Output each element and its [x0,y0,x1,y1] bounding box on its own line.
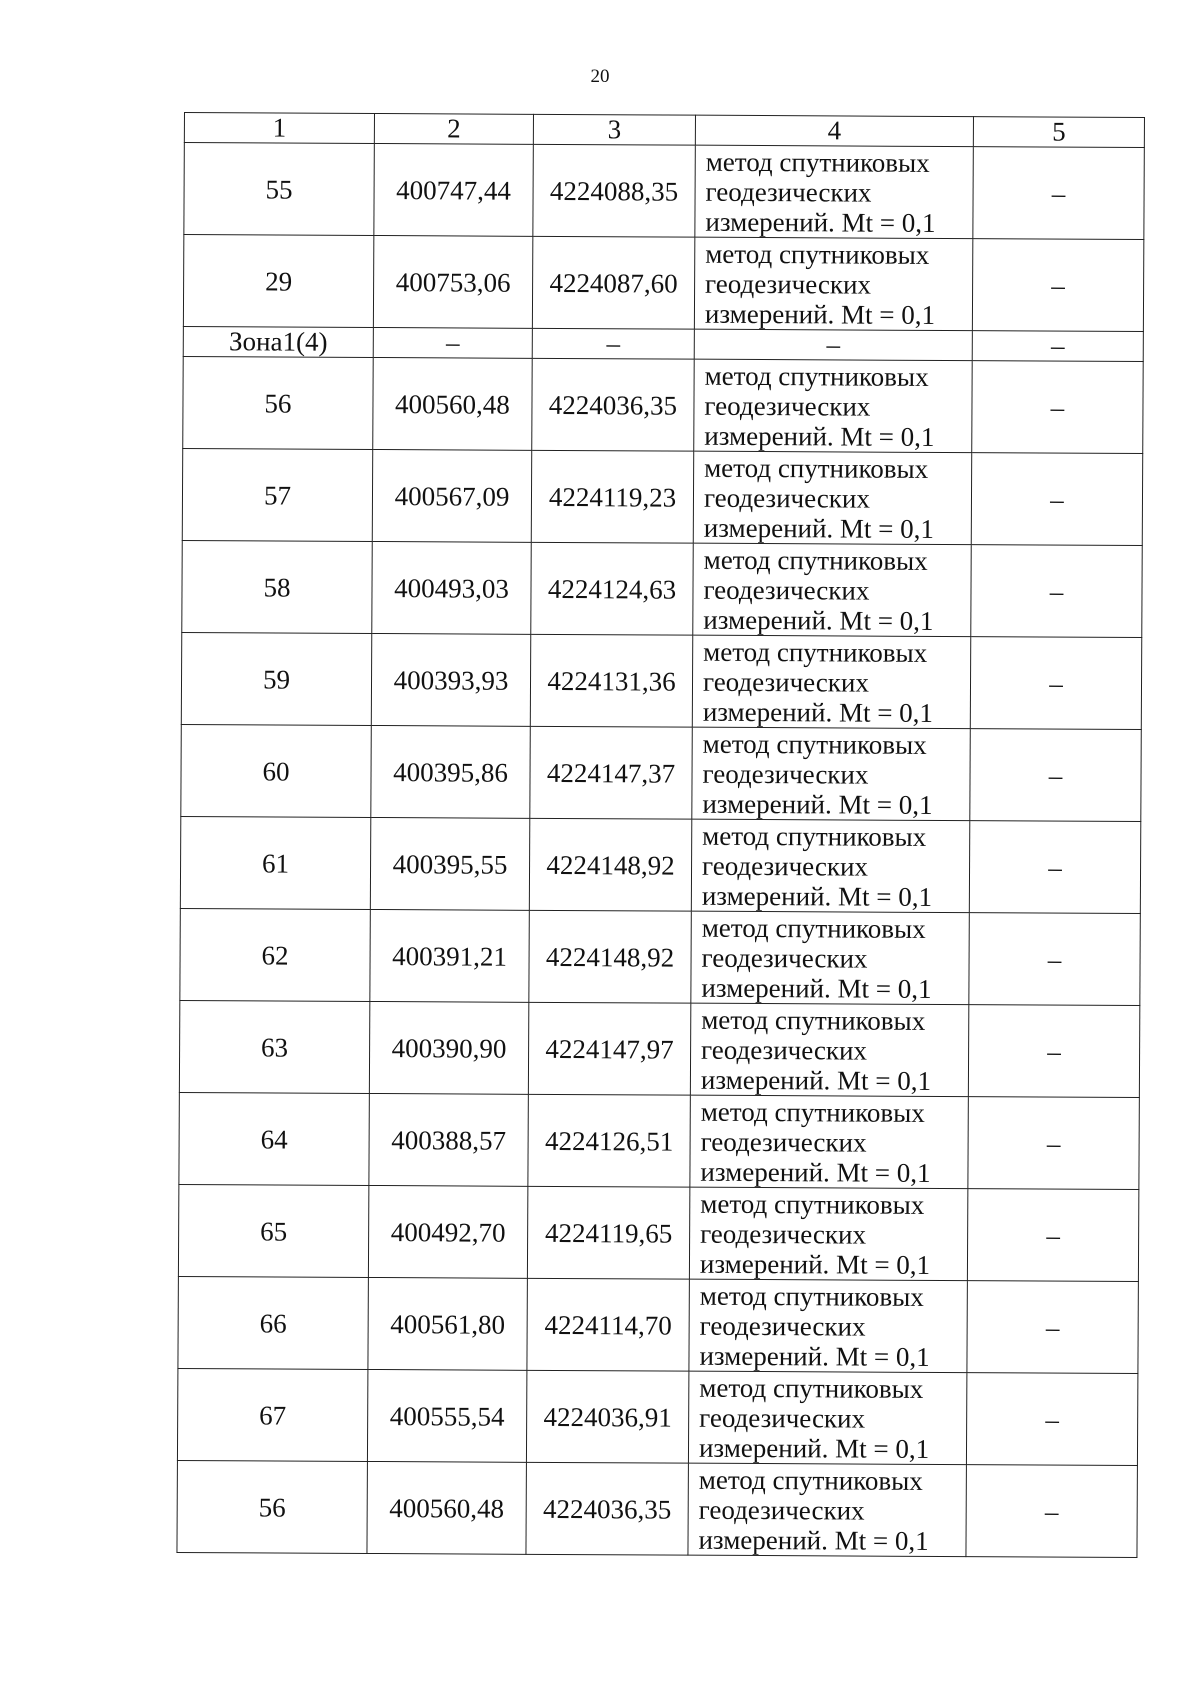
y-coordinate-cell: 4224088,35 [533,144,695,237]
method-line: геодезических [700,1126,867,1158]
header-cell: 5 [973,117,1144,148]
method-line: геодезических [699,1310,866,1342]
page-number: 20 [590,66,610,87]
method-line: геодезических [704,390,871,422]
col5-cell: – [967,1281,1138,1374]
point-number-cell: 63 [179,1000,369,1093]
col5-cell: – [972,361,1143,454]
method-cell [689,1187,967,1280]
method-line: геодезических [702,666,869,698]
coordinates-table-container [176,112,1144,1558]
method-cell [694,359,972,452]
col5-cell: – [969,821,1140,914]
method-cell [692,635,970,728]
col5-cell: – [972,331,1143,362]
y-coordinate-cell: 4224147,37 [530,726,692,819]
y-coordinate-cell: 4224131,36 [530,634,692,727]
table-row [178,1276,1138,1373]
point-number-cell: 61 [180,816,370,909]
method-line: метод спутниковых [699,1372,924,1404]
method-line: геодезических [701,850,869,882]
table-row [181,724,1141,821]
table-body [177,113,1145,1558]
y-coordinate-cell: 4224036,35 [532,358,694,451]
y-coordinate-cell: 4224036,91 [526,1370,688,1463]
col5-cell: – [968,1005,1139,1098]
method-line: измерений. Mt = 0,1 [701,880,933,912]
col5-cell: – [966,1465,1137,1558]
col5-cell: – [971,453,1142,546]
method-line: измерений. Mt = 0,1 [698,1524,929,1556]
table-row [181,632,1141,729]
method-line: геодезических [705,176,872,208]
method-line: метод спутниковых [703,636,928,668]
method-line: метод спутниковых [699,1280,924,1312]
method-line: геодезических [699,1402,866,1434]
col5-cell: – [968,1097,1139,1190]
method-cell [689,1279,967,1372]
y-coordinate-cell: 4224119,65 [527,1186,689,1279]
point-number-cell: Зона1(4) [183,326,373,357]
col5-cell: – [970,729,1141,822]
point-number-cell: 56 [183,356,373,449]
method-cell [694,329,972,360]
method-line: геодезических [705,268,872,300]
table-row [184,143,1144,240]
y-coordinate-cell: 4224087,60 [532,236,694,329]
method-cell [690,1095,968,1188]
x-coordinate-cell: 400561,80 [368,1277,527,1370]
x-coordinate-cell: 400567,09 [372,449,531,542]
col5-cell: – [971,545,1142,638]
table-row [180,816,1140,913]
method-line: геодезических [701,1034,868,1066]
x-coordinate-cell: 400395,86 [371,725,530,818]
method-line: измерений. Mt = 0,1 [699,1340,930,1372]
point-number-cell: 65 [178,1184,368,1277]
method-line: измерений. Mt = 0,1 [705,206,936,238]
method-line: метод спутниковых [705,146,930,178]
x-coordinate-cell: 400393,93 [371,633,530,726]
y-coordinate-cell: 4224148,92 [529,818,691,911]
table-row [179,1092,1139,1189]
header-cell: 3 [533,114,695,145]
point-number-cell: 55 [184,143,374,236]
table-row [177,1368,1137,1465]
method-line: измерений. Mt = 0,1 [701,972,932,1004]
method-line: метод спутниковых [701,1004,926,1036]
point-number-cell: 60 [181,724,371,817]
method-line: измерений. Mt = 0,1 [698,1432,930,1464]
method-line: геодезических [700,1218,867,1250]
method-cell [693,543,971,636]
method-cell [690,1003,968,1096]
x-coordinate-cell: 400560,48 [367,1461,526,1554]
table-row [182,448,1142,545]
y-coordinate-cell: 4224126,51 [528,1094,690,1187]
point-number-cell: 62 [180,908,370,1001]
method-cell [688,1371,966,1464]
table-row [179,1000,1139,1097]
method-line: измерений. Mt = 0,1 [703,512,935,544]
point-number-cell: 59 [181,632,371,725]
point-number-cell: 56 [177,1460,367,1553]
method-cell [694,237,972,330]
col5-cell: – [973,147,1144,240]
col5-cell: – [969,913,1140,1006]
method-line: метод спутниковых [700,1096,925,1128]
point-number-cell: 58 [182,540,372,633]
point-number-cell: 64 [179,1092,369,1185]
method-line: измерений. Mt = 0,1 [704,298,936,330]
method-line: метод спутниковых [703,544,928,576]
method-line: измерений. Mt = 0,1 [702,696,934,728]
point-number-cell: 67 [177,1368,367,1461]
col5-cell: – [967,1189,1138,1282]
method-line: геодезических [703,482,870,514]
method-line: геодезических [703,574,870,606]
col5-cell: – [970,637,1141,730]
method-line: геодезических [698,1494,865,1526]
col5-cell: – [966,1373,1137,1466]
method-line: измерений. Mt = 0,1 [700,1064,932,1096]
table-row [183,356,1143,453]
x-coordinate-cell: 400555,54 [367,1369,526,1462]
method-line: метод спутниковых [700,1188,925,1220]
y-coordinate-cell: 4224036,35 [526,1462,688,1555]
method-line: измерений. Mt = 0,1 [699,1248,931,1280]
method-line: метод спутниковых [702,728,927,760]
method-line: геодезических [702,758,869,790]
x-coordinate-cell: 400560,48 [373,357,532,450]
x-coordinate-cell: 400753,06 [373,235,532,328]
coordinates-table [176,112,1145,1558]
table-row [178,1184,1138,1281]
method-line: – [826,329,841,360]
table-row [183,235,1143,332]
x-coordinate-cell: – [373,327,532,358]
method-line: измерений. Mt = 0,1 [702,788,933,820]
y-coordinate-cell: 4224124,63 [531,542,693,635]
x-coordinate-cell: 400395,55 [370,817,529,910]
method-cell [691,819,969,912]
method-line: метод спутниковых [701,912,926,944]
x-coordinate-cell: 400390,90 [369,1001,528,1094]
method-cell [691,911,969,1004]
method-cell [695,145,973,238]
x-coordinate-cell: 400493,03 [372,541,531,634]
y-coordinate-cell: 4224114,70 [527,1278,689,1371]
method-line: метод спутниковых [704,360,929,392]
table-row [182,540,1142,637]
method-cell [688,1463,966,1556]
header-cell: 4 [695,115,973,146]
method-line: измерений. Mt = 0,1 [703,604,934,636]
x-coordinate-cell: 400388,57 [369,1093,528,1186]
x-coordinate-cell: 400747,44 [374,143,533,236]
method-cell [693,451,971,544]
table-row [177,1460,1137,1557]
method-line: измерений. Mt = 0,1 [700,1156,931,1188]
point-number-cell: 66 [178,1276,368,1369]
y-coordinate-cell: 4224148,92 [529,910,691,1003]
method-line: геодезических [701,942,868,974]
zone-row [183,326,1143,361]
header-cell: 2 [374,113,533,144]
method-line: измерений. Mt = 0,1 [704,420,935,452]
method-line: метод спутниковых [704,452,929,484]
method-cell [692,727,970,820]
y-coordinate-cell: 4224147,97 [528,1002,690,1095]
y-coordinate-cell: 4224119,23 [531,450,693,543]
method-line: метод спутниковых [702,820,927,852]
header-cell: 1 [184,113,374,144]
y-coordinate-cell: – [532,328,694,359]
method-line: метод спутниковых [705,238,930,270]
point-number-cell: 29 [183,235,373,328]
point-number-cell: 57 [182,448,372,541]
col5-cell: – [972,239,1143,332]
table-row [180,908,1140,1005]
method-line: метод спутниковых [698,1464,923,1496]
x-coordinate-cell: 400492,70 [368,1185,527,1278]
x-coordinate-cell: 400391,21 [370,909,529,1002]
